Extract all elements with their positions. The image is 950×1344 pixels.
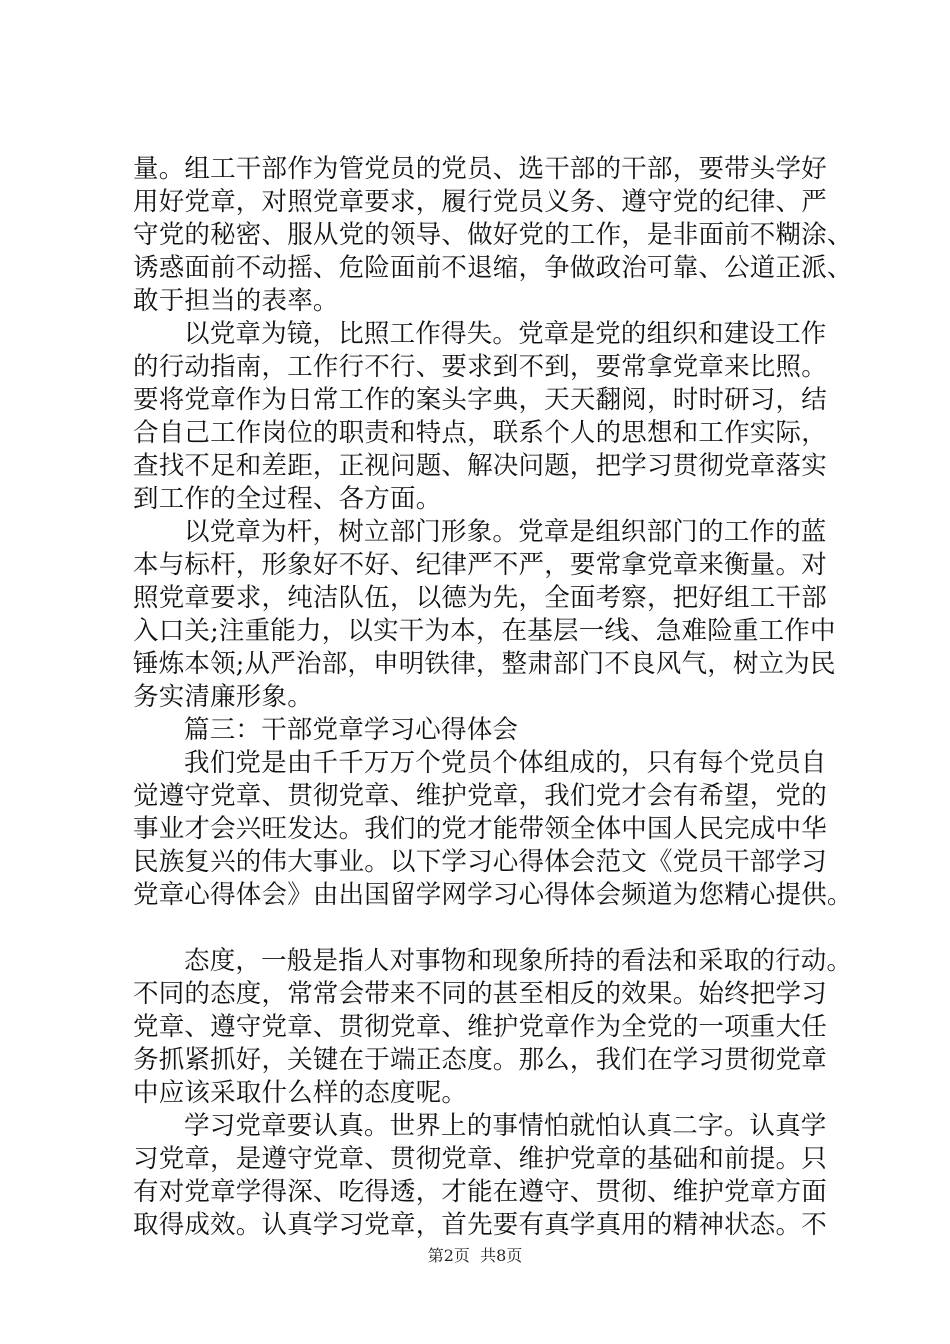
blank-line — [133, 912, 853, 945]
text-line: 敢于担当的表率。 — [133, 286, 339, 316]
text-line: 事业才会兴旺发达。我们的党才能带领全体中国人民完成中华 — [133, 814, 827, 844]
text-line: 态度，一般是指人对事物和现象所持的看法和采取的行动。 — [184, 946, 853, 976]
text-line: 以党章为杆，树立部门形象。党章是组织部门的工作的蓝 — [184, 517, 827, 547]
text-line: 本与标杆，形象好不好、纪律严不严，要常拿党章来衡量。对 — [133, 550, 827, 580]
text-line: 诱惑面前不动摇、危险面前不退缩，争做政治可靠、公道正派、 — [133, 253, 853, 283]
text-line: 学习党章要认真。世界上的事情怕就怕认真二字。认真学 — [184, 1111, 827, 1141]
text-line: 取得成效。认真学习党章，首先要有真学真用的精神状态。不 — [133, 1210, 827, 1240]
text-line: 习党章，是遵守党章、贯彻党章、维护党章的基础和前提。只 — [133, 1144, 827, 1174]
text-line: 篇三：干部党章学习心得体会 — [184, 715, 519, 745]
text-line: 务抓紧抓好，关键在于端正态度。那么，我们在学习贯彻党章 — [133, 1045, 827, 1075]
text-line: 不同的态度，常常会带来不同的甚至相反的效果。始终把学习 — [133, 979, 827, 1009]
text-line: 查找不足和差距，正视问题、解决问题，把学习贯彻党章落实 — [133, 451, 827, 481]
text-line: 守党的秘密、服从党的领导、做好党的工作，是非面前不糊涂、 — [133, 220, 853, 250]
text-line: 到工作的全过程、各方面。 — [133, 484, 442, 514]
text-line: 党章、遵守党章、贯彻党章、维护党章作为全党的一项重大任 — [133, 1012, 827, 1042]
text-line: 的行动指南，工作行不行、要求到不到，要常拿党章来比照。 — [133, 352, 827, 382]
text-line: 要将党章作为日常工作的案头字典，天天翻阅，时时研习，结 — [133, 385, 827, 415]
text-line: 量。组工干部作为管党员的党员、选干部的干部，要带头学好 — [133, 154, 827, 184]
text-line: 有对党章学得深、吃得透，才能在遵守、贯彻、维护党章方面 — [133, 1177, 827, 1207]
text-line: 我们党是由千千万万个党员个体组成的，只有每个党员自 — [184, 748, 827, 778]
text-line: 中应该采取什么样的态度呢。 — [133, 1078, 468, 1108]
text-line: 觉遵守党章、贯彻党章、维护党章，我们党才会有希望，党的 — [133, 781, 827, 811]
text-line: 合自己工作岗位的职责和特点，联系个人的思想和工作实际， — [133, 418, 827, 448]
text-line: 务实清廉形象。 — [133, 682, 313, 712]
text-line: 党章心得体会》由出国留学网学习心得体会频道为您精心提供。 — [133, 880, 853, 910]
text-line: 入口关;注重能力，以实干为本，在基层一线、急难险重工作中 — [133, 616, 836, 646]
page-number-footer: 第2页 共8页 — [427, 1246, 523, 1265]
text-line: 民族复兴的伟大事业。以下学习心得体会范文《党员干部学习 — [133, 847, 827, 877]
text-line: 锤炼本领;从严治部，申明铁律，整肃部门不良风气，树立为民 — [133, 649, 836, 679]
document-body — [133, 153, 853, 1242]
text-line: 用好党章，对照党章要求，履行党员义务、遵守党的纪律、严 — [133, 187, 827, 217]
text-line: 照党章要求，纯洁队伍，以德为先，全面考察，把好组工干部 — [133, 583, 827, 613]
text-line: 以党章为镜，比照工作得失。党章是党的组织和建设工作 — [184, 319, 827, 349]
